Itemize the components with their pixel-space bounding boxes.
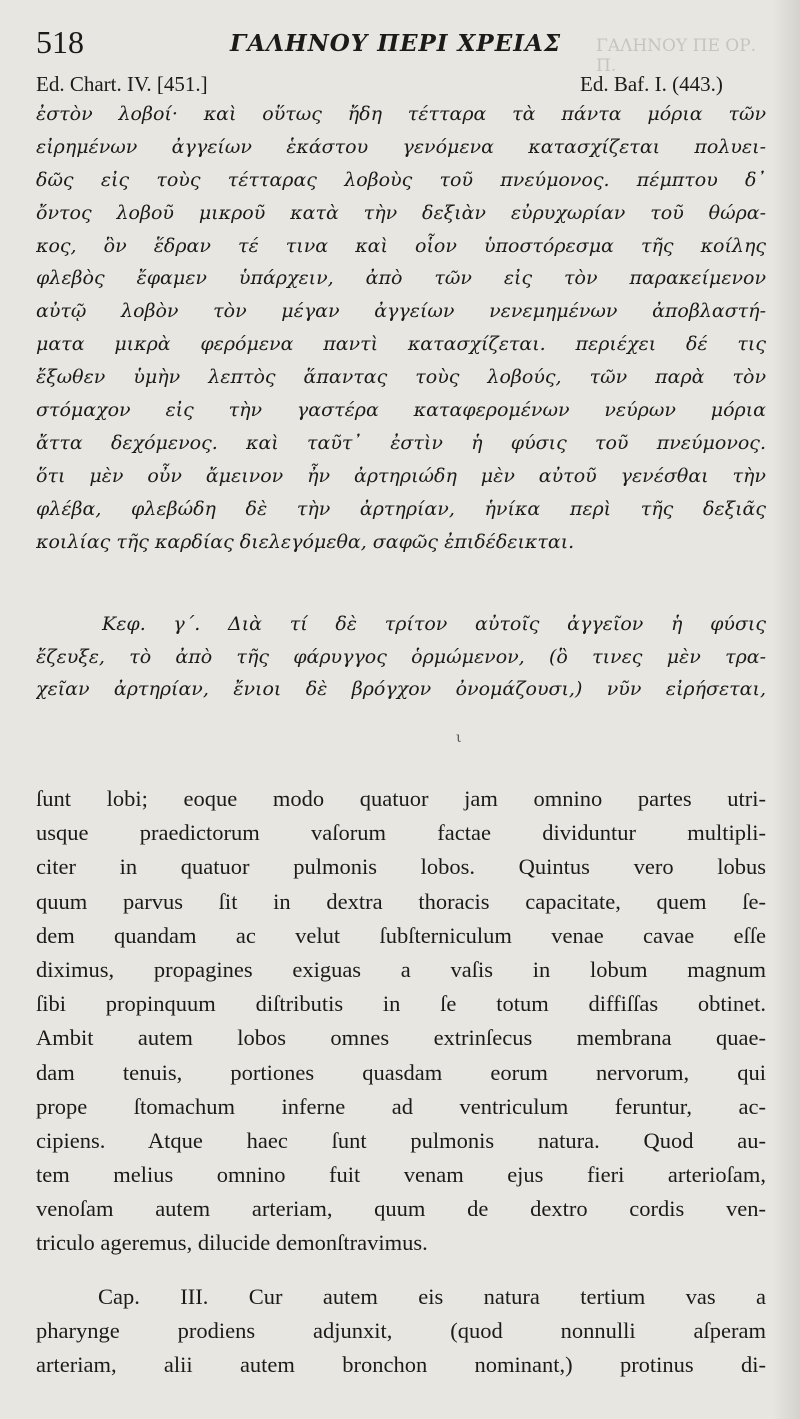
latin-chapter-line: arteriam, alii autem bronchon nominant,) protinus di- — [36, 1352, 766, 1377]
edition-reference-basel: Ed. Baf. I. (443.) — [580, 72, 723, 96]
greek-line: στόμαχον εἰς τὴν γαστέρα καταφερομένων νεύρων μόρια — [36, 399, 766, 422]
latin-line: quum parvus ſit in dextra thoracis capacitate, quem ſe- — [36, 888, 766, 914]
latin-line: venoſam autem arteriam, quum de dextro cordis ven- — [36, 1196, 766, 1222]
page-header — [36, 24, 776, 76]
greek-line: φλέβα, φλεβώδη δὲ τὴν ἀρτηρίαν, ἡνίκα περὶ τῆς δεξιᾶς — [36, 497, 766, 520]
greek-line: εἰρημένων ἀγγείων ἑκάστου γενόμενα κατασχίζεται πολυει- — [36, 135, 766, 158]
greek-line: ἐστὸν λοβοί· καὶ οὕτως ἤδη τέτταρα τὰ πάντα μόρια τῶν — [36, 103, 766, 125]
latin-chapter-heading-block — [36, 1280, 766, 1382]
greek-line: κος, ὃν ἕδραν τέ τινα καὶ οἷον ὑποστόρεσμα τῆς κοίλης — [36, 234, 766, 257]
latin-line: tem melius omnino fuit venam ejus fieri arterioſam, — [36, 1162, 766, 1188]
page-number: 518 — [36, 24, 84, 60]
greek-chapter-line: Κεφ. γ΄. Διὰ τί δὲ τρίτον αὐτοῖς ἀγγεῖον ἡ φύσις — [102, 613, 766, 635]
latin-line: ſunt lobi; eoque modo quatuor jam omnino partes utri- — [36, 786, 766, 811]
latin-line: triculo ageremus, dilucide demonſtravimus. — [36, 1230, 428, 1256]
latin-line: dem quandam ac velut ſubſterniculum venae cavae eſſe — [36, 922, 766, 948]
greek-line: δῶς εἰς τοὺς τέτταρας λοβοὺς τοῦ πνεύμονος. πέμπτου δ᾽ — [36, 168, 766, 191]
bleed-through-text: ΓΑΛΗΝΟΥ ΠΕ ΟΡ. Π. — [596, 36, 757, 76]
greek-line: ὅτι μὲν οὖν ἄμεινον ἦν ἀρτηριώδη μὲν αὐτοῦ γενέσθαι τὴν — [36, 464, 766, 487]
latin-line: ſibi propinquum diſtributis in ſe totum diffiſſas obtinet. — [36, 991, 766, 1017]
latin-line: usque praedictorum vaſorum factae dividuntur multipli- — [36, 820, 766, 846]
greek-line: κοιλίας τῆς καρδίας διελεγόμεθα, σαφῶς ἐπιδέδεικται. — [36, 530, 575, 553]
greek-chapter-line: χεῖαν ἀρτηρίαν, ἔνιοι δὲ βρόγχον ὀνομάζουσι,) νῦν εἰρήσεται, — [36, 678, 766, 700]
latin-line: cipiens. Atque haec ſunt pulmonis natura. Quod au- — [36, 1127, 766, 1153]
greek-line: ἄττα δεχόμενος. καὶ ταῦτ᾽ ἐστὶν ἡ φύσις τοῦ πνεύμονος. — [36, 431, 766, 454]
greek-line: αὐτῷ λοβὸν τὸν μέγαν ἀγγείων νενεμημένων ἀποβλαστή- — [36, 300, 766, 323]
running-title: ΓΑΛΗΝΟΥ ΠΕΡΙ ΧΡΕΙΑΣ — [230, 30, 562, 57]
latin-line: dam tenuis, portiones quasdam eorum nervorum, qui — [36, 1059, 766, 1085]
greek-line: φλεβὸς ἔφαμεν ὑπάρχειν, ἀπὸ τῶν εἰς τὸν παρακείμενον — [36, 267, 766, 290]
greek-line: ὄντος λοβοῦ μικροῦ κατὰ τὴν δεξιὰν εὐρυχωρίαν τοῦ θώρα- — [36, 201, 766, 224]
separator-mark: ι — [456, 730, 462, 746]
latin-chapter-line: Cap. III. Cur autem eis natura tertium vas a — [98, 1284, 766, 1309]
greek-text-block — [36, 98, 766, 558]
greek-line: ματα μικρὰ φερόμενα παντὶ κατασχίζεται. περιέχει δέ τις — [36, 333, 766, 356]
latin-line: citer in quatuor pulmonis lobos. Quintus vero lobus — [36, 854, 766, 880]
latin-chapter-line: pharynge prodiens adjunxit, (quod nonnulli aſperam — [36, 1318, 766, 1343]
latin-line: prope ſtomachum inferne ad ventriculum feruntur, ac- — [36, 1093, 766, 1119]
greek-line: ἔξωθεν ὑμὴν λεπτὸς ἅπαντας τοὺς λοβούς, τῶν παρὰ τὸν — [36, 366, 766, 389]
latin-line: diximus, propagines exiguas a vaſis in lobum magnum — [36, 956, 766, 982]
greek-chapter-line: ἔζευξε, τὸ ἀπὸ τῆς φάρυγγος ὁρμώμενον, (ὃ τινες μὲν τρα- — [36, 645, 766, 668]
latin-line: Ambit autem lobos omnes extrinſecus membrana quae- — [36, 1025, 766, 1051]
page-edge-shadow — [772, 0, 800, 1419]
greek-chapter-heading-block — [36, 608, 766, 706]
latin-text-block — [36, 782, 766, 1261]
edition-reference-chartier: Ed. Chart. IV. [451.] — [36, 72, 208, 96]
